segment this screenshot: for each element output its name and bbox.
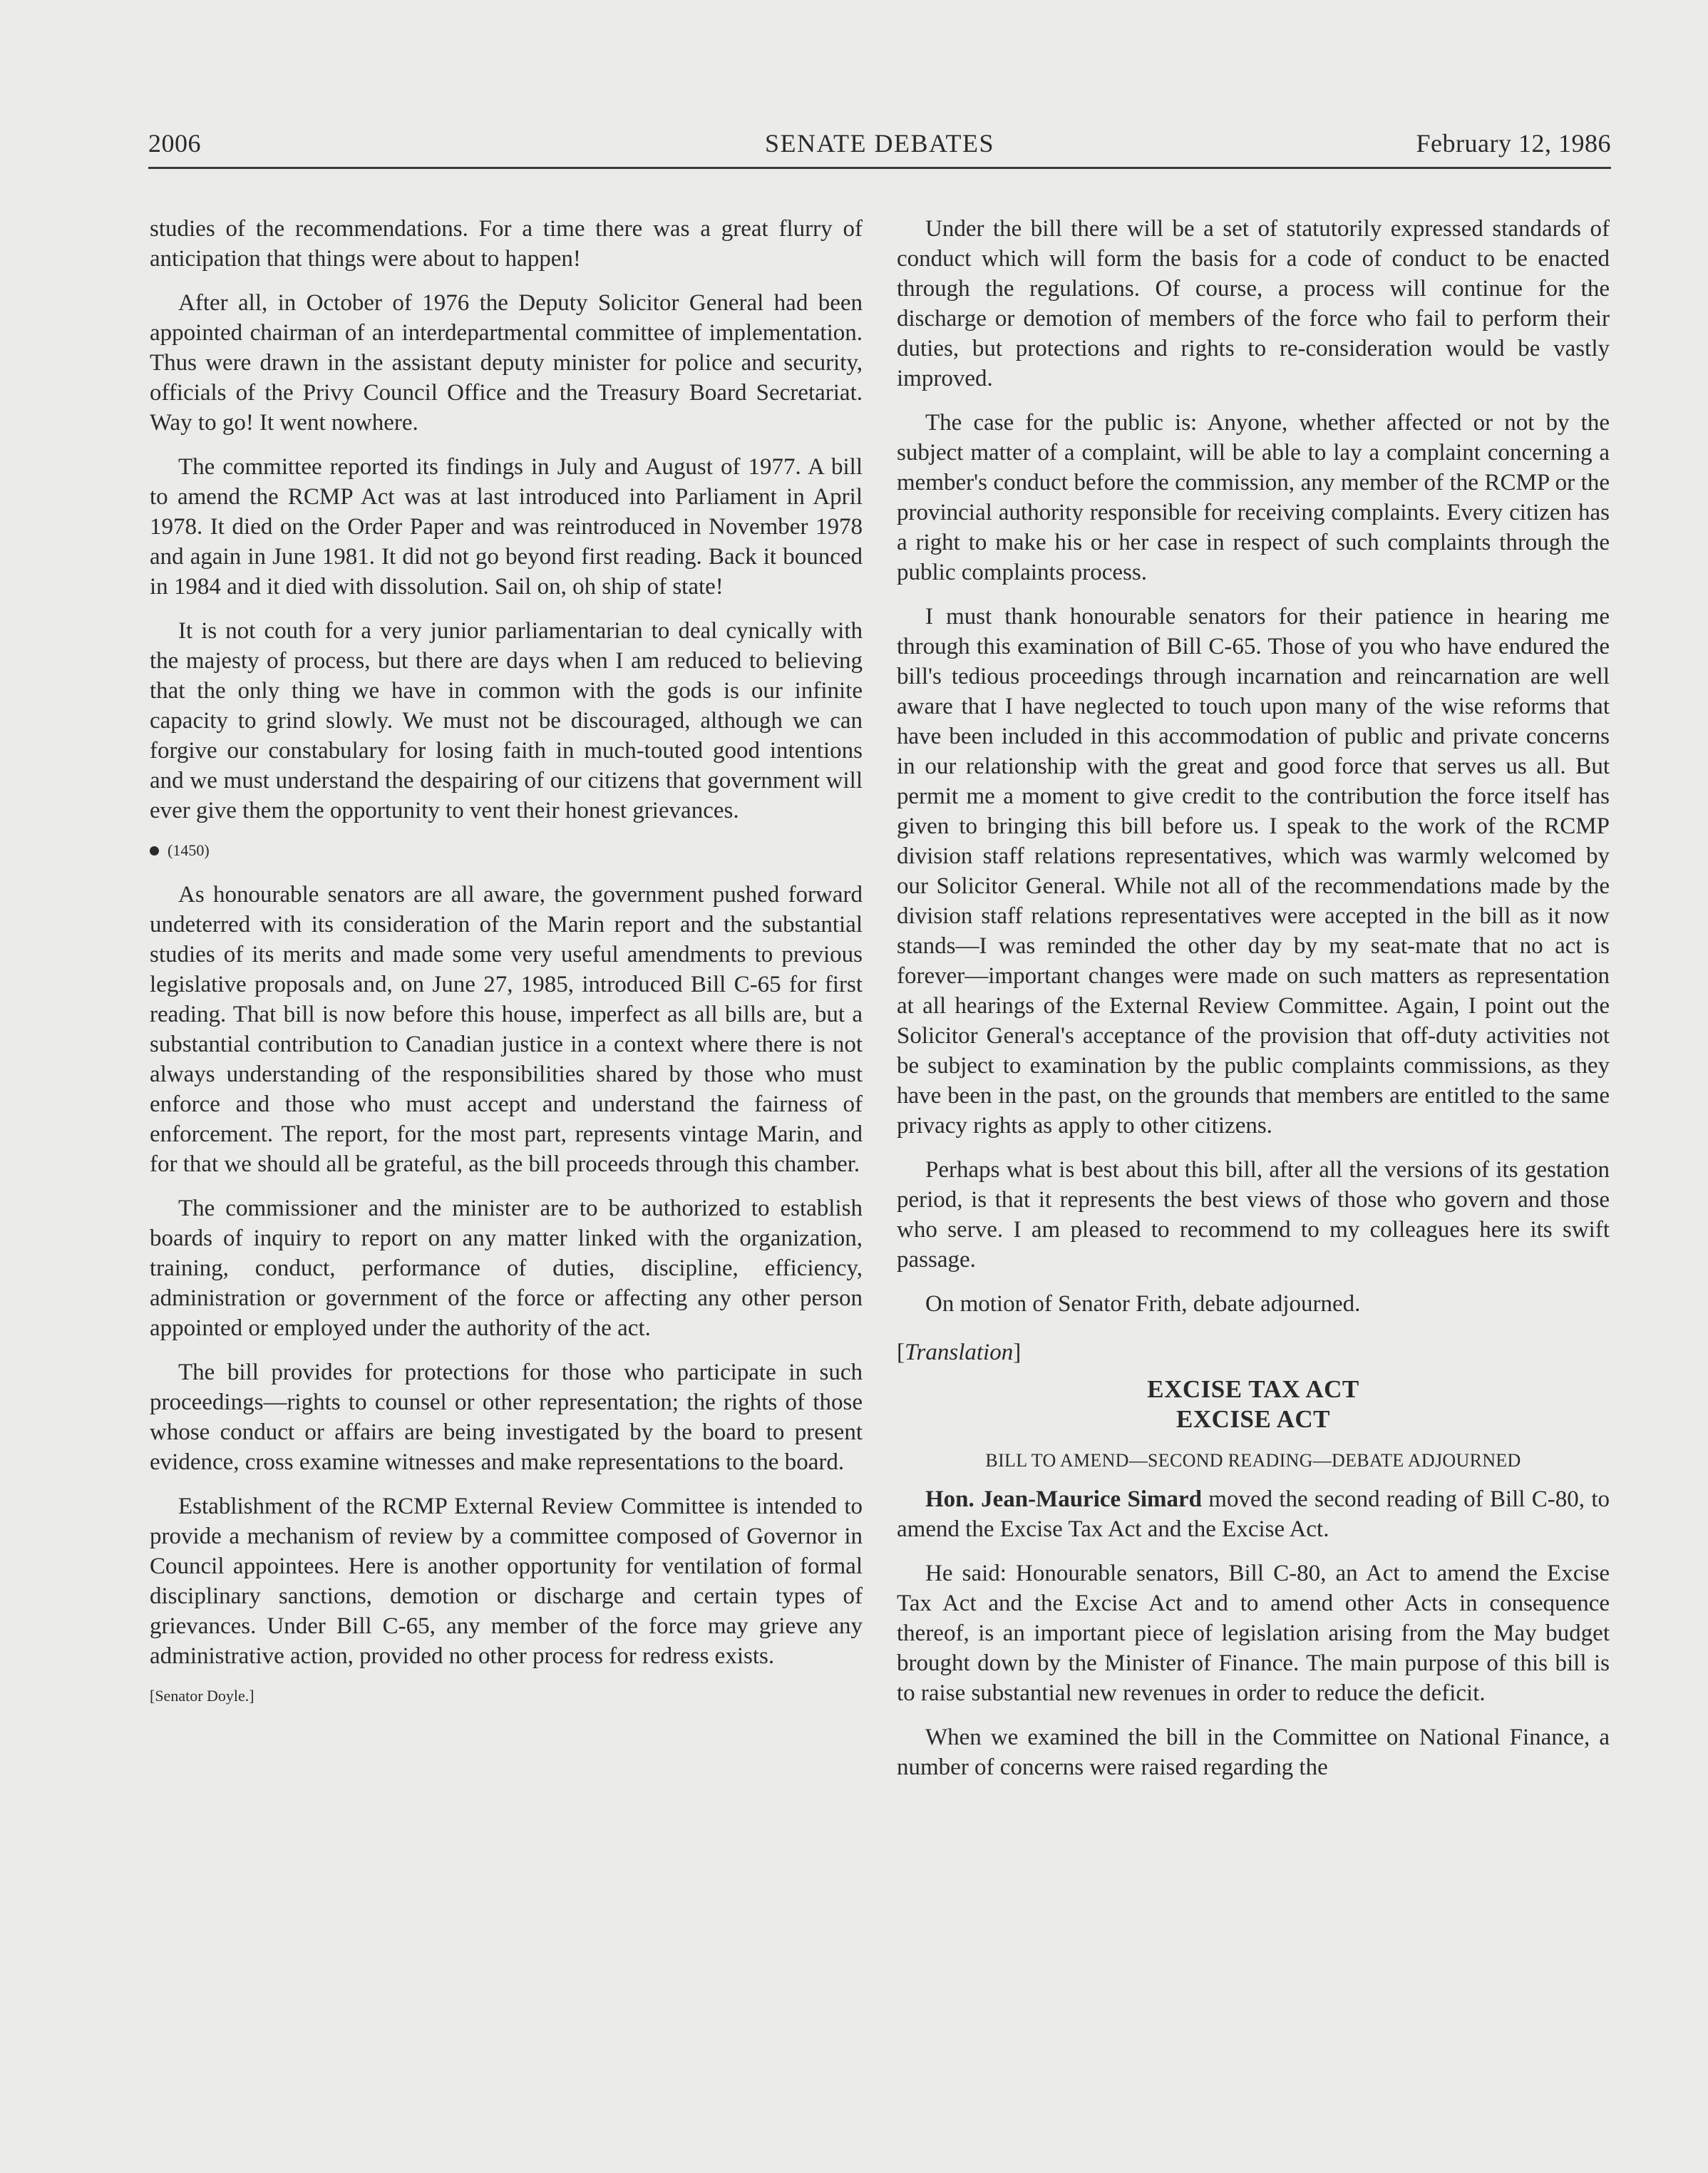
header-rule (148, 167, 1611, 169)
speaker-attribution: [Senator Doyle.] (150, 1687, 254, 1705)
publication-title: SENATE DEBATES (764, 129, 994, 158)
translation-marker (897, 1337, 1610, 1367)
paragraph (897, 1484, 1610, 1544)
paragraph: The commissioner and the minister are to be authorized to establish boards of inquiry to report on any matter linked with the organization, training, conduct, performance of duties, discipline, efficiency, administration or government of the force or affecting any other person appointed or employed under the authority of the act. (150, 1196, 863, 1341)
speaker-name: Hon. Jean-Maurice Simard (925, 1486, 1202, 1512)
paragraph: The bill provides for protections for those who participate in such proceedings—rights to counsel or other representation; the rights of those whose conduct or affairs are being investigated by the board to present evidence, cross examine witnesses and make representations to the board. (150, 1360, 863, 1475)
left-column (150, 214, 863, 1707)
paragraph: The case for the public is: Anyone, whether affected or not by the subject matter of a complaint, will be able to lay a complaint concerning a member's conduct before the commission, any member of the RCMP or the provincial authority responsible for receiving complaints. Every citizen has a right to make his or her case in respect of such complaints through the public complaints process. (897, 410, 1610, 585)
bracket-open: [ (897, 1340, 905, 1365)
paragraph: He said: Honourable senators, Bill C-80, an Act to amend the Excise Tax Act and the Excise Act and to amend other Acts in consequence thereof, is an important piece of legislation arising from the May budget brought down by the Minister of Finance. The main purpose of this bill is to raise substantial new revenues in order to reduce the deficit. (897, 1561, 1610, 1706)
paragraph-text: moved the second reading of Bill C-80, to amend the Excise Tax Act and the Excise Act. (897, 1486, 1610, 1542)
right-column (897, 214, 1610, 1797)
section-title-secondary: EXCISE ACT (1175, 1405, 1331, 1433)
paragraph: I must thank honourable senators for their patience in hearing me through this examination of Bill C-65. Those of you who have endured the bill's tedious proceedings through incarnation and reincarnation are well aware that I have neglected to touch upon many of the wise reforms that have been included in this accommodation of public and private concerns in our relationship with the great and good force that serves us all. But permit me a moment to give credit to the contribution the force itself has given to bringing this bill before us. I speak to the work of the RCMP division staff relations representatives, which was warmly welcomed by our Solicitor General. While not all of the recommendations made by the division staff relations representatives were accepted in the bill as it now stands—I was reminded the other day by my seat-mate that no act is forever—important changes were made on such matters as representation at all hearings of the External Review Committee. Again, I point out the Solicitor General's acceptance of the provision that off-duty activities not be subject to examination by the public complaints commissions, as they have been in the past, on the grounds that members are entitled to the same privacy rights as apply to other citizens. (897, 604, 1610, 1139)
paragraph: Establishment of the RCMP External Review Committee is intended to provide a mechanism of review by a committee composed of Governor in Council appointees. Here is another opportunity for ventilation of formal disciplinary sanctions, demotion or discharge and certain types of grievances. Under Bill C-65, any member of the force may grieve any administrative action, provided no other process for redress exists. (150, 1494, 863, 1669)
translation-label: Translation (905, 1340, 1014, 1365)
paragraph: As honourable senators are all aware, the government pushed forward undeterred with its consideration of the Marin report and the substantial studies of its merits and made some very useful amendments to previous legislative proposals and, on June 27, 1985, introduced Bill C-65 for first reading. That bill is now before this house, imperfect as all bills are, but a substantial contribution to Canadian justice in a context where there is not always understanding of the responsibilities shared by those who must enforce and those who must accept and understand the fairness of enforcement. The report, for the most part, represents vintage Marin, and for that we should all be grateful, as the bill proceeds through this chamber. (150, 882, 863, 1177)
time-marker (150, 840, 863, 861)
paragraph: studies of the recommendations. For a time there was a great flurry of anticipation that things were about to happen! (150, 216, 863, 272)
paragraph: It is not couth for a very junior parliamentarian to deal cynically with the majesty of process, but there are days when I am reduced to believing that the only thing we have in common with the gods is our infinite capacity to grind slowly. We must not be discouraged, although we can forgive our constabulary for losing faith in much-touted good intentions and we must understand the despairing of our citizens that government will ever give them the opportunity to vent their honest grievances. (150, 618, 863, 823)
paragraph: When we examined the bill in the Committee on National Finance, a number of concerns were raised regarding the (897, 1725, 1610, 1780)
section-title: EXCISE TAX ACT (1147, 1375, 1359, 1403)
section-subheading: BILL TO AMEND—SECOND READING—DEBATE ADJOURNED (985, 1450, 1521, 1471)
time-marker-text: (1450) (168, 841, 210, 859)
paragraph: On motion of Senator Frith, debate adjourned. (925, 1291, 1361, 1317)
header-date: February 12, 1986 (1416, 129, 1611, 158)
paragraph: Perhaps what is best about this bill, after all the versions of its gestation period, is that it represents the best views of those who govern and those who serve. I am pleased to recommend to my colleagues here its swift passage. (897, 1157, 1610, 1273)
bracket-close: ] (1013, 1340, 1022, 1365)
bullet-icon (150, 846, 159, 856)
paragraph: After all, in October of 1976 the Deputy Solicitor General had been appointed chairman of an interdepartmental committee of implementation. Thus were drawn in the assistant deputy minister for police and security, officials of the Privy Council Office and the Treasury Board Secretariat. Way to go! It went nowhere. (150, 290, 863, 436)
paragraph: Under the bill there will be a set of statutorily expressed standards of conduct which will form the basis for a code of conduct to be enacted through the regulations. Of course, a process will continue for the discharge or demotion of members of the force who fail to perform their duties, but protections and rights to re-consideration would be vastly improved. (897, 216, 1610, 391)
page-number: 2006 (148, 129, 201, 158)
running-header (148, 128, 1611, 168)
paragraph: The committee reported its findings in July and August of 1977. A bill to amend the RCMP Act was at last introduced into Parliament in April 1978. It died on the Order Paper and was reintroduced in November 1978 and again in June 1981. It did not go beyond first reading. Back it bounced in 1984 and it died with dissolution. Sail on, oh ship of state! (150, 454, 863, 600)
